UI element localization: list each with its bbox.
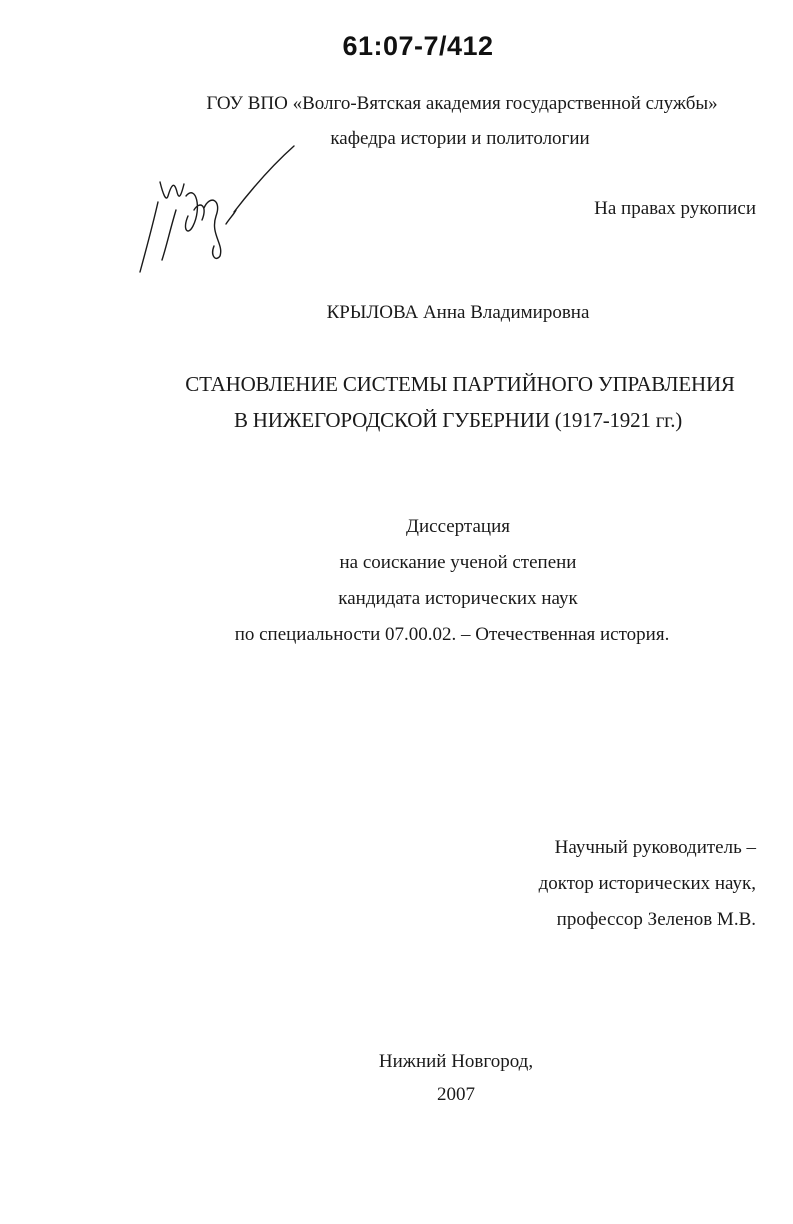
signature-icon xyxy=(130,138,305,278)
supervisor-label: Научный руководитель – xyxy=(554,837,756,858)
degree-line: на соискание ученой степени xyxy=(339,552,577,573)
supervisor-name: профессор Зеленов М.В. xyxy=(556,909,756,930)
dissertation-label: Диссертация xyxy=(406,516,510,537)
specialty-line: по специальности 07.00.02. – Отечественная история. xyxy=(234,624,670,645)
place: Нижний Новгород, xyxy=(378,1051,534,1072)
manuscript-note: На правах рукописи xyxy=(594,198,756,219)
thesis-title-line-1: СТАНОВЛЕНИЕ СИСТЕМЫ ПАРТИЙНОГО УПРАВЛЕНИЯ xyxy=(185,372,735,396)
degree-field-line: кандидата исторических наук xyxy=(338,588,578,609)
thesis-title-line-2: В НИЖЕГОРОДСКОЙ ГУБЕРНИИ (1917-1921 гг.) xyxy=(233,408,683,432)
year: 2007 xyxy=(437,1084,475,1105)
archive-code: 61:07-7/412 xyxy=(342,31,494,61)
institution-name: ГОУ ВПО «Волго-Вятская академия государственной службы» xyxy=(206,93,718,114)
supervisor-degree: доктор исторических наук, xyxy=(538,873,756,894)
department-name: кафедра истории и политологии xyxy=(330,128,590,149)
author-name: КРЫЛОВА Анна Владимировна xyxy=(326,302,590,323)
